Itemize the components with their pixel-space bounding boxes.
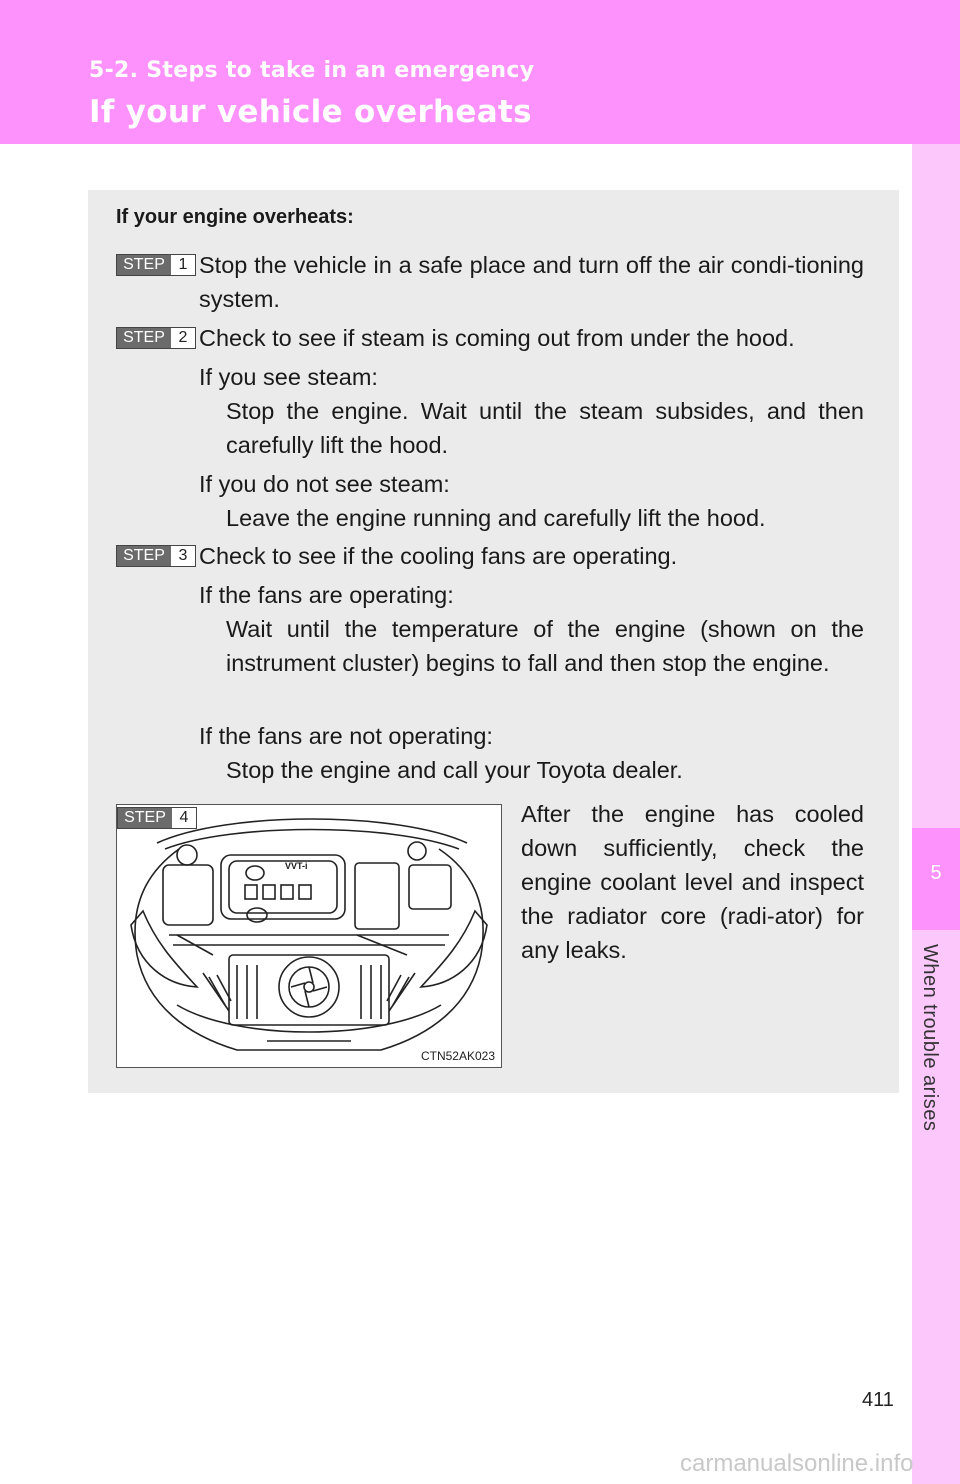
step-word: STEP: [117, 328, 171, 348]
page-title: If your vehicle overheats: [89, 94, 532, 130]
watermark: carmanualsonline.info: [680, 1450, 914, 1477]
engine-bay-drawing: [117, 805, 501, 1067]
step-3-case-2-action: Stop the engine and call your Toyota dealer.: [226, 757, 683, 783]
engine-bay-illustration: [116, 804, 502, 1068]
step-3-case-1-condition: If the fans are operating:: [199, 582, 454, 608]
step-word: STEP: [117, 546, 171, 566]
step-badge-2: [116, 327, 196, 349]
step-badge-4: [117, 807, 197, 829]
step-number: 4: [172, 808, 196, 828]
step-2-case-2-action: Leave the engine running and carefully lift the hood.: [226, 505, 766, 531]
step-2-case-2-condition: If you do not see steam:: [199, 471, 450, 497]
chapter-side-tab: [912, 144, 960, 1484]
step-1-text: Stop the vehicle in a safe place and turn off the air condi-tioning system.: [199, 252, 864, 312]
step-3-text: Check to see if the cooling fans are operating.: [199, 543, 678, 569]
step-badge-1: [116, 254, 196, 276]
step-number: 1: [171, 255, 195, 275]
step-badge-3: [116, 545, 196, 567]
chapter-number: 5: [930, 862, 942, 884]
step-number: 2: [171, 328, 195, 348]
step-3-case-2-condition: If the fans are not operating:: [199, 723, 493, 749]
chapter-title: When trouble arises: [919, 944, 941, 1132]
page-number: 411: [862, 1389, 894, 1411]
step-3-case-1-action: Wait until the temperature of the engine (shown on the instrument cluster) begins to fall and then stop the engine.: [226, 616, 864, 676]
engine-cover-label: VVT-i: [285, 861, 308, 871]
box-heading: If your engine overheats:: [116, 206, 354, 228]
step-number: 3: [171, 546, 195, 566]
illustration-code: CTN52AK023: [420, 1049, 495, 1063]
step-word: STEP: [118, 808, 172, 828]
step-2-case-1-action: Stop the engine. Wait until the steam subsides, and then carefully lift the hood.: [226, 398, 864, 458]
step-2-case-1-condition: If you see steam:: [199, 364, 378, 390]
step-4-text: After the engine has cooled down sufficiently, check the engine coolant level and inspect the radiator core (radi-ator) for any leaks.: [521, 801, 864, 963]
step-2-text: Check to see if steam is coming out from under the hood.: [199, 325, 795, 351]
section-label: 5-2. Steps to take in an emergency: [89, 58, 535, 83]
step-word: STEP: [117, 255, 171, 275]
